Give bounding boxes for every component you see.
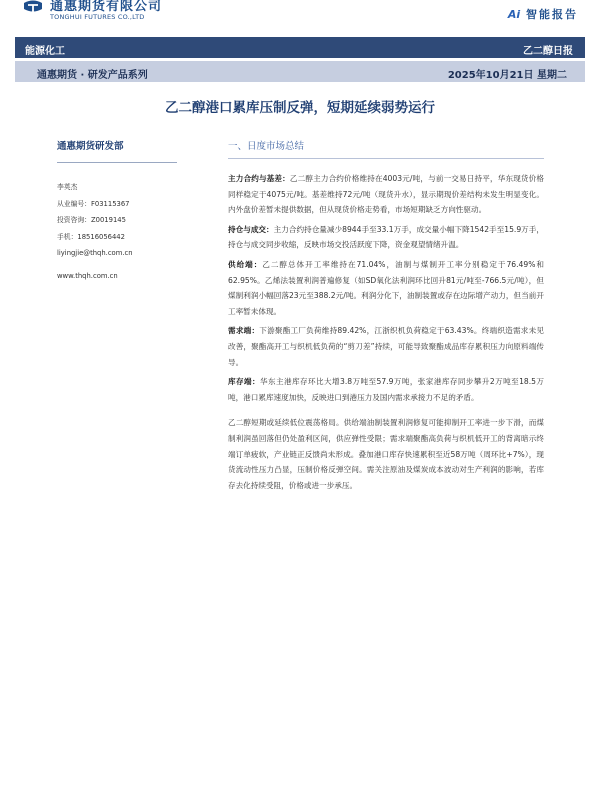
paragraph-contract-basis bbox=[228, 171, 544, 218]
paragraph-keyword: 主力合约与基差： bbox=[228, 174, 290, 183]
ai-label: Ai bbox=[507, 8, 521, 21]
ai-report-label: 智能报告 bbox=[526, 8, 578, 21]
website-link[interactable]: www.thqh.com.cn bbox=[57, 271, 118, 280]
header-band-primary bbox=[15, 37, 585, 58]
report-title: 乙二醇港口累库压制反弹，短期延续弱势运行 bbox=[165, 100, 435, 116]
header-band-secondary bbox=[15, 61, 585, 82]
section-divider bbox=[228, 158, 544, 159]
phone-label: 手机： bbox=[57, 232, 78, 241]
qualification-label: 从业编号： bbox=[57, 199, 91, 208]
analyst-name: 李英杰 bbox=[57, 183, 78, 191]
investment-label: 投资咨询： bbox=[57, 216, 91, 224]
phone-number bbox=[57, 229, 207, 246]
paragraph-keyword: 库存端： bbox=[228, 377, 261, 387]
paragraph-summary: 乙二醇短期或延续低位震荡格局。供给端油制装置利润修复可能抑制开工率进一步下滑，而煤制利润虽回落但仍处盈利区间，供应弹性受限；需求端聚酯高负荷与织机低开工的背离暗示终端订单疲软，产业链正反馈尚未形成。叠加港口库存快速累积至近58万吨（周环比+7%），现货流动性压力凸显，压制价格反弹空间。需关注原油及煤炭成本波动对生产利润的影响，若库存去化持续受阻，价格或进一步承压。 bbox=[228, 418, 544, 490]
paragraph-text: 下游聚酯工厂负荷维持89.42%，江浙织机负荷稳定于63.43%。终端织造需求未见改善，聚酯高开工与织机低负荷的“剪刀差”持续，可能导致聚酯成品库存累积压力向原料端传导。 bbox=[228, 326, 545, 367]
sector-label: 能源化工 bbox=[25, 46, 65, 57]
report-date: 2025年10月21日 星期二 bbox=[447, 70, 567, 81]
paragraph-demand bbox=[228, 323, 544, 370]
paragraph-keyword: 供给端： bbox=[228, 259, 263, 269]
company-name-en: TONGHUI FUTURES CO.,LTD bbox=[50, 13, 145, 21]
company-name-cn: 通惠期货有限公司 bbox=[50, 0, 163, 14]
sidebar-divider bbox=[57, 162, 177, 163]
section-title: 一、日度市场总结 bbox=[228, 141, 305, 152]
qualification-number bbox=[57, 196, 207, 213]
paragraph-position-volume bbox=[228, 222, 544, 253]
analyst-sidebar bbox=[57, 138, 207, 284]
paragraph-text: 主力合约持仓量减少8944手至33.1万手，成交量小幅下降1542手至15.9万手，持仓与成交同步收缩，反映市场交投活跃度下降，资金观望情绪升温。 bbox=[228, 224, 544, 250]
paragraph-inventory bbox=[228, 374, 544, 405]
email-address[interactable]: liyingjie@thqh.com.cn bbox=[57, 249, 133, 257]
report-name: 乙二醇日报 bbox=[523, 46, 573, 57]
main-content bbox=[228, 138, 544, 497]
tonghui-logo-icon bbox=[22, 0, 44, 18]
department-name: 通惠期货研发部 bbox=[57, 141, 124, 152]
ai-report-mark bbox=[508, 6, 578, 22]
qualification-value: F03115367 bbox=[90, 199, 130, 208]
paragraph-supply bbox=[228, 257, 544, 319]
company-logo bbox=[22, 0, 162, 21]
paragraph-text: 乙二醇主力合约价格维持在4003元/吨，与前一交易日持平，华东现货价格同样稳定于4075元/吨。基差维持72元/吨（现货升水），显示期现价差结构未发生明显变化。内外盘价差暂未提供数据，但从现货价格走势看，市场短期缺乏方向性驱动。 bbox=[228, 174, 544, 215]
phone-value: 18516056442 bbox=[77, 232, 125, 241]
paragraph-text: 乙二醇总体开工率维持在71.04%，油制与煤制开工率分别稳定于76.49%和62.95%。乙烯法装置利润普遍修复（如SD氧化法利润环比回升81元/吨至-766.5元/吨），但煤制利润小幅回落23元至388.2元/吨。利润分化下，油制装置或存在边际增产动力，但当前开工率暂未体现。 bbox=[228, 259, 544, 316]
top-bar bbox=[0, 0, 600, 30]
investment-value: Z0019145 bbox=[90, 216, 126, 224]
paragraph-keyword: 需求端： bbox=[228, 326, 260, 336]
paragraph-keyword: 持仓与成交： bbox=[228, 224, 274, 234]
series-label: 通惠期货 · 研发产品系列 bbox=[37, 70, 148, 81]
investment-consulting-number bbox=[57, 212, 207, 229]
paragraph-text: 华东主港库存环比大增3.8万吨至57.9万吨，张家港库存同步攀升2万吨至18.5万吨，港口累库速度加快，反映进口到港压力及国内需求承接力不足的矛盾。 bbox=[228, 377, 544, 402]
